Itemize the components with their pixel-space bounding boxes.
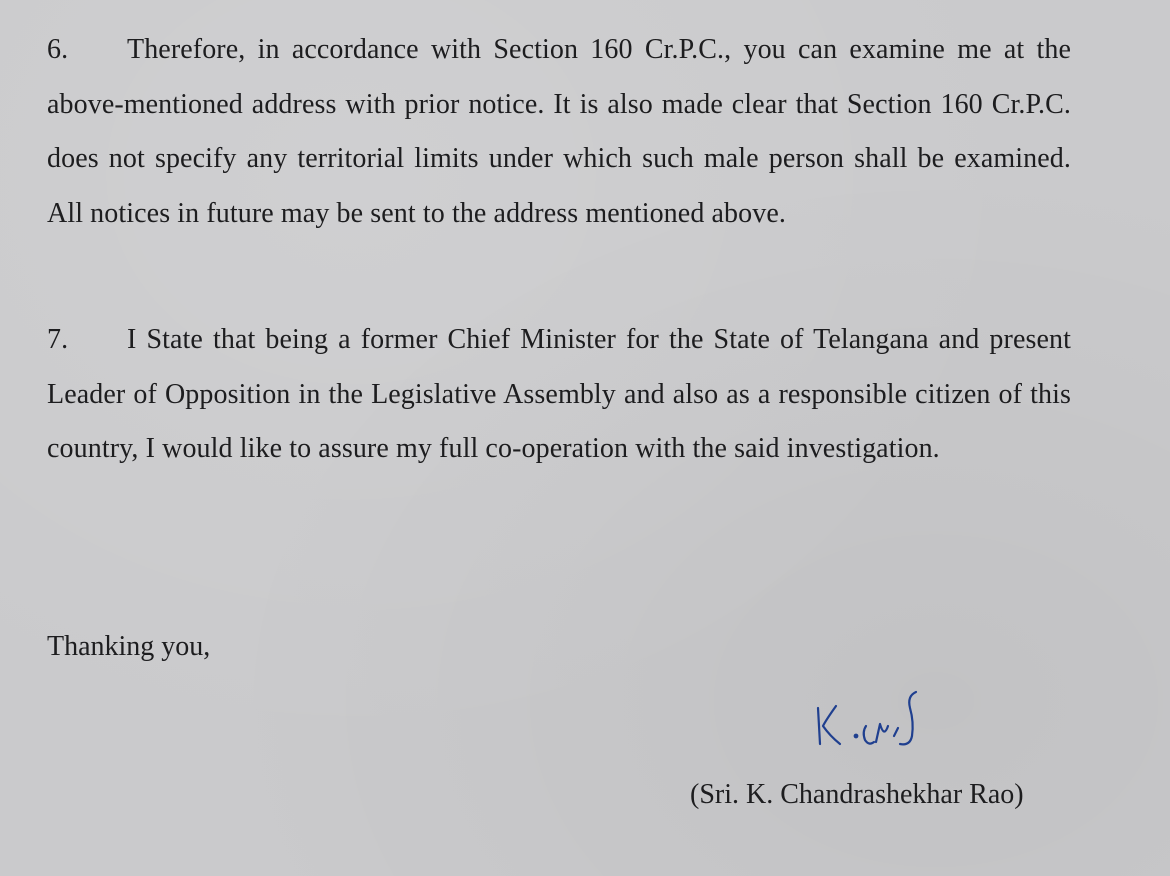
paragraph-text: Therefore, in accordance with Section 160 Cr.P.C., you can examine me at the above-mentioned address with prior notice. It is also made clear that Section 160 Cr.P.C. does not specify any territorial limits under which such male person shall be examined. All notices in future may be sent to the address mentioned above. xyxy=(47,34,1071,229)
closing-salutation: Thanking you, xyxy=(47,631,211,662)
paragraph-number: 7. xyxy=(47,324,69,355)
paragraph-text: I State that being a former Chief Minister for the State of Telangana and present Leader of Opposition in the Legislative Assembly and also as a responsible citizen of this country, I would like to assure my full co-operation with the said investigation. xyxy=(47,324,1071,464)
handwritten-signature xyxy=(812,686,942,758)
signatory-name: (Sri. K. Chandrashekhar Rao) xyxy=(690,779,1024,810)
paragraph-number: 6. xyxy=(47,34,69,65)
paragraph-6 xyxy=(47,23,1071,241)
paragraph-7 xyxy=(47,313,1071,477)
